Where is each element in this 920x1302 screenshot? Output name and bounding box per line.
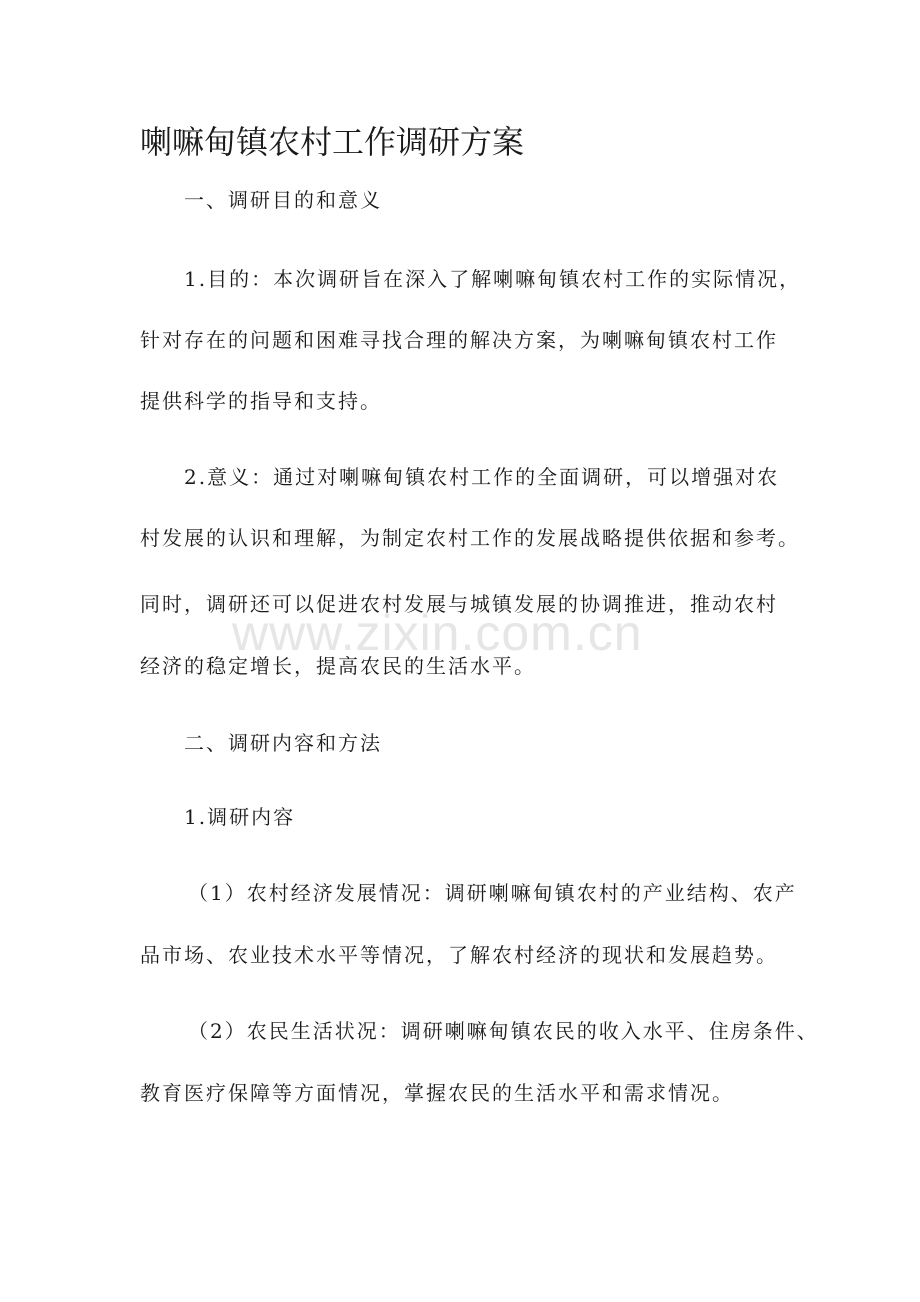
paragraph-line: 经济的稳定增长，提高农民的生活水平。 — [140, 654, 536, 678]
paragraph-line: 同时，调研还可以促进农村发展与城镇发展的协调推进，推动农村 — [140, 592, 778, 616]
paragraph-line: （1）农村经济发展情况：调研喇嘛甸镇农村的产业结构、农产 — [188, 881, 797, 905]
paragraph-line: 提供科学的指导和支持。 — [140, 389, 382, 413]
subsection-heading: 1.调研内容 — [184, 805, 296, 829]
paragraph-line: 品市场、农业技术水平等情况，了解农村经济的现状和发展趋势。 — [140, 943, 778, 967]
paragraph-line: （2）农民生活状况：调研喇嘛甸镇农民的收入水平、住房条件、 — [188, 1019, 819, 1043]
paragraph-line: 教育医疗保障等方面情况，掌握农民的生活水平和需求情况。 — [140, 1081, 734, 1105]
paragraph-line: 针对存在的问题和困难寻找合理的解决方案，为喇嘛甸镇农村工作 — [140, 328, 778, 352]
document-title: 喇嘛甸镇农村工作调研方案 — [140, 123, 525, 161]
watermark: www.zixin.com.cn — [232, 605, 643, 661]
paragraph-line: 村发展的认识和理解，为制定农村工作的发展战略提供依据和参考。 — [140, 526, 800, 550]
paragraph-line: 2.意义：通过对喇嘛甸镇农村工作的全面调研，可以增强对农 — [184, 465, 780, 489]
section-heading-1: 一、调研目的和意义 — [184, 188, 382, 212]
paragraph-line: 1.目的：本次调研旨在深入了解喇嘛甸镇农村工作的实际情况， — [184, 267, 802, 291]
section-heading-2: 二、调研内容和方法 — [184, 731, 382, 755]
